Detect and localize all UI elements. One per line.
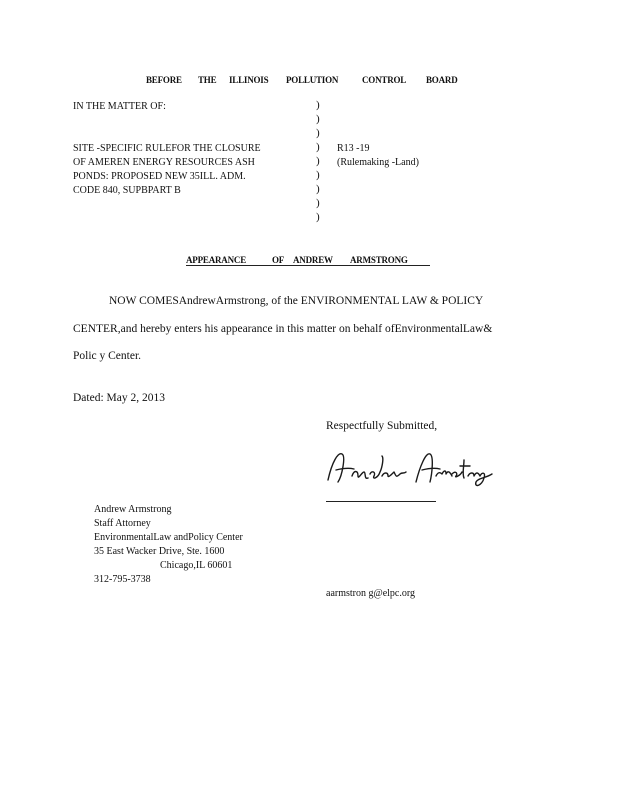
caption-title-line-1: SITE -SPECIFIC RULEFOR THE CLOSURE bbox=[73, 143, 261, 154]
caption-paren: ) bbox=[316, 127, 320, 139]
header-word-before: BEFORE bbox=[146, 75, 182, 85]
header-word-the: THE bbox=[198, 75, 217, 85]
caption-title-line-4: CODE 840, SUPBPART B bbox=[73, 185, 181, 196]
caption-paren: ) bbox=[316, 141, 320, 153]
signer-phone: 312-795-3738 bbox=[94, 574, 151, 585]
caption-paren: ) bbox=[316, 197, 320, 209]
appearance-word-armstrong: ARMSTRONG bbox=[350, 255, 408, 265]
header-word-board: BOARD bbox=[426, 75, 458, 85]
signature-line bbox=[326, 501, 436, 502]
caption-paren: ) bbox=[316, 155, 320, 167]
caption-paren: ) bbox=[316, 99, 320, 111]
caption-paren: ) bbox=[316, 183, 320, 195]
signer-street: 35 East Wacker Drive, Ste. 1600 bbox=[94, 546, 225, 557]
signer-organization: EnvironmentalLaw andPolicy Center bbox=[94, 532, 243, 543]
docket-type: (Rulemaking -Land) bbox=[337, 157, 419, 168]
appearance-word-appearance: APPEARANCE bbox=[186, 255, 246, 265]
caption-title-line-2: OF AMEREN ENERGY RESOURCES ASH bbox=[73, 157, 255, 168]
header-word-control: CONTROL bbox=[362, 75, 407, 85]
signer-email[interactable]: aarmstron g@elpc.org bbox=[326, 588, 415, 599]
signer-city: Chicago,IL 60601 bbox=[160, 560, 233, 571]
header-word-pollution: POLLUTION bbox=[286, 75, 339, 85]
appearance-word-of: OF bbox=[272, 255, 285, 265]
signer-name: Andrew Armstrong bbox=[94, 504, 172, 515]
signer-title: Staff Attorney bbox=[94, 518, 151, 529]
docket-number: R13 -19 bbox=[337, 143, 370, 154]
header-word-illinois: ILLINOIS bbox=[229, 75, 269, 85]
caption-paren: ) bbox=[316, 211, 320, 223]
appearance-underline bbox=[186, 265, 430, 266]
body-line-3: Polic y Center. bbox=[73, 350, 142, 362]
body-line-2: CENTER,and hereby enters his appearance in this matter on behalf ofEnvironmentalLaw& bbox=[73, 323, 493, 335]
body-line-1: NOW COMESAndrewArmstrong, of the ENVIRONMENTAL LAW & POLICY bbox=[109, 295, 484, 307]
appearance-word-andrew: ANDREW bbox=[293, 255, 333, 265]
closing: Respectfully Submitted, bbox=[326, 420, 438, 432]
caption-paren: ) bbox=[316, 169, 320, 181]
dated-line: Dated: May 2, 2013 bbox=[73, 392, 165, 404]
handwritten-signature bbox=[324, 448, 498, 488]
matter-label: IN THE MATTER OF: bbox=[73, 101, 166, 112]
caption-title-line-3: PONDS: PROPOSED NEW 35ILL. ADM. bbox=[73, 171, 246, 182]
caption-paren: ) bbox=[316, 113, 320, 125]
